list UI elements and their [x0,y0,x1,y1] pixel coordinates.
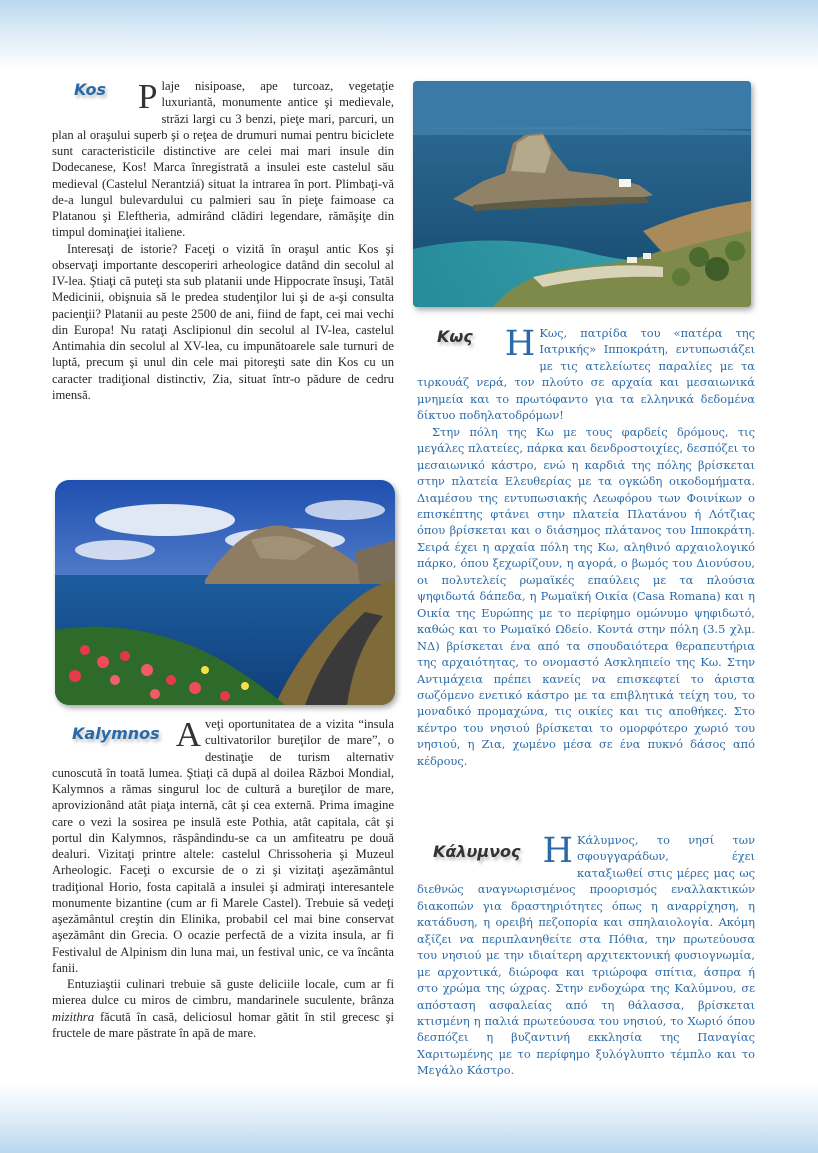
kos-paragraph-2: Interesaţi de istorie? Faceţi o vizită în oraşul antic Kos şi observaţi importante descoperiri arheologice datând din secolul al IV-lea. Ştiaţi că puteţi sta sub platanii unde Hippocrate însuşi, Tatăl Medicinii, obişnuia să le predea studenţilor lui şi de a-şi consulta pacienţii? Platanii au peste 2500 de ani, fiind de fapt, cei mai vechi din Europa! Nu rataţi Asclipionul din secolul al IV-lea, castelul Antimahia din secolul al XV-lea, cu impunătoarele sale turnuri de luptă, precum şi unul din cele mai pitoreşti sate din Kos cu un caracter tradiţional distinctiv, Zia, situat într-o pădure de cedru imensă. [52,241,394,402]
kalymnos-paragraph-2-start: Entuziaştii culinari trebuie să guste deliciile locale, cum ar fi mierea dulce cu miros de cimbru, mandarinele suculente, brânza [52,977,394,1008]
kalymnos-paragraph-2 [52,976,394,1041]
kalymnos-greek-section [417,832,755,1079]
kos-greek-section [417,325,755,769]
kos-greek-paragraph-1: Κως, πατρίδα του «πατέρα της Ιατρικής» Ιπποκράτη, εντυπωσιάζει με τις ατελείωτες παραλίες με τα τιρκουάζ νερά, τον πλούτο σε αρχαία και μεσαιωνικά μνημεία και το πρωτόφαντο για τα ελληνικά δεδομένα δίκτυο ποδηλατοδρόμων! [417,326,755,423]
kos-greek-paragraph-2: Στην πόλη της Κω με τους φαρδείς δρόμους, τις μεγάλες πλατείες, πάρκα και δενδροστοιχίες, δεσπόζει το μεσαιωνικό κάστρο, ενώ η καρδιά της πόλης βρίσκεται στην πλατεία Ελευθερίας με τα ογκώδη οικοδομήματα. Διαμέσου της εντυπωσιακής Λεωφόρου των Φοινίκων ο επισκέπτης φτάνει στην πλατεία Πλατάνου ή Λότζιας όπου βρίσκεται και ο διάσημος πλάτανος του Ιπποκράτη. Σειρά έχει η αρχαία πόλη της Κω, αληθινό αρχαιολογικό πάρκο, όπου ξεχωρίζουν, η αγορά, ο βωμός του Διονύσου, οι πολυτελείς ρωμαϊκές επαύλεις με τα πλούσια ψηφιδωτά δάπεδα, η Ρωμαϊκή Οικία (Casa Romana) και η Οικία της Ευρώπης με το περίφημο ομώνυμο ψηφιδωτό, καθώς και το Ρωμαϊκό Ωδείο. Κοντά στην πόλη (3.5 χλμ. ΝΔ) βρίσκεται ένα από τα σπουδαιότερα θεραπευτήρια της αρχαιότητας, το ονομαστό Ασκληπιείο της Κω. Στην Αντιμάχεια πρέπει κανείς να επισκεφτεί το άριστα σωζόμενο ενετικό κάστρο με τα επιβλητικά τείχη του, το μοναδικό προμαχώνα, τις οικίες και τις αποθήκες. Στο κέντρο του νησιού βρίσκεται το ομορφότερο χωριό του νησιού, η Ζια, χωμένο μέσα σε ένα πυκνό δάσος από κέδρους. [417,424,755,768]
kalymnos-paragraph-1: veţi oportunitatea de a vizita “insula cultivatorilor bureţilor de mare”, o destinaţie de turism alternativ cunoscută în toată lumea. Ştiaţi că după al doilea Război Mondial, Kalymnos a rămas singurul loc de cultură a bureţilor de mare, aprovizionând atât piaţa internă, cât şi cea externă. Prima imagine care o vezi la sosirea pe insulă este Pothia, atât capitala, cât şi portul din Kalymnos, răspândindu-se ca un amfiteatru pe două dealuri. Vizitaţi printre altele: castelul Chrissoheria şi Muzeul Arheologic. Faceţi o excursie de o zi şi vizitaţi aşezământul tradiţional Horio, fosta capitală a insulei şi admiraţi interesantele monumente bizantine (cum ar fi Marele Castel). Trebuie să vedeţi aşezământul creştin din Elinika, probabil cel mai bine conservat aşezământ din Grecia. O ocazie perfectă de a vizita insula, ar fi Festivalul de Alpinism din luna mai, un festival unic, ce va încânta fanii. [52,717,394,975]
kos-drop-cap: P [138,77,158,116]
kalymnos-greek-paragraph-1: Κάλυμνος, το νησί των σφουγγαράδων, έχει καταξιωθεί στις μέρες μας ως διεθνώς αναγνωρισμένος προορισμός εναλλακτικών διακοπών για δραστηριότητες όπως η αναρρίχηση, η κατάδυση, η ορειβή πεζοπορία και σπηλαιολογία. Ακόμη αξίζει να περιπλανηθείτε στα Πόθια, την πρωτεύουσα του νησιού με την ιδιαίτερη αρχιτεκτονική φυσιογνωμία, με αρχοντικά, διώροφα και τριώροφα σπίτια, άσπρα ή στο χρώμα της ώχρας. Στην ενδοχώρα της Καλύμνου, σε απόσταση ασφαλείας από τη θάλασσα, βρίσκεται κτισμένη η παλιά πρωτεύουσα του νησιού, το Χωριό όπου δεσπόζει η βυζαντινή εκκλησία της Παναγίας Χαριτωμένης με το περίφημο ξυλόγλυπτο τέμπλο και το Μεγάλο Κάστρο. [417,833,755,1078]
kalymnos-drop-cap: A [175,715,201,754]
top-gradient-band [0,0,818,70]
bottom-gradient-band [0,1083,818,1153]
kos-islet-photo [413,81,751,307]
kalymnos-romanian-section [52,716,394,1041]
kalymnos-paragraph-2-emphasis: mizithra [52,1009,94,1024]
kos-greek-drop-cap: Η [504,324,536,364]
kalymnos-paragraph-2-end: făcută în casă, deliciosul homar gătit în stil grecesc şi fructele de mare păstrate în apă de mare. [52,1009,394,1040]
kalymnos-road-photo [55,480,395,705]
kalymnos-greek-heading: Κάλυμνος [433,842,521,861]
kos-paragraph-1: laje nisipoase, ape turcoaz, vegetaţie luxuriantă, monumente antice şi medievale, străzi largi cu 3 benzi, pieţe mari, parcuri, un plan al oraşului superb şi o reţea de drumuri numai pentru biciclete sunt caracteristicile distinctive are celei mai mari insule din Dodecanese, Kos! Marca înregistrată a insulei este castelul său medieval (Castelul Nerantziá) situat la intrarea în port. Plimbaţi-vă de-a lungul bulevardului cu palmieri sau în pieţe faimoase ca Platanou şi Eleftheria, admirând clădiri legendare, rămăşiţe din timpul dominaţiei italiene. [52,79,394,240]
kos-heading: Kos [74,80,107,99]
kos-greek-heading: Κως [437,327,473,346]
kalymnos-greek-drop-cap: Η [542,831,573,871]
kalymnos-heading: Kalymnos [72,724,160,743]
kos-romanian-section [52,78,394,403]
